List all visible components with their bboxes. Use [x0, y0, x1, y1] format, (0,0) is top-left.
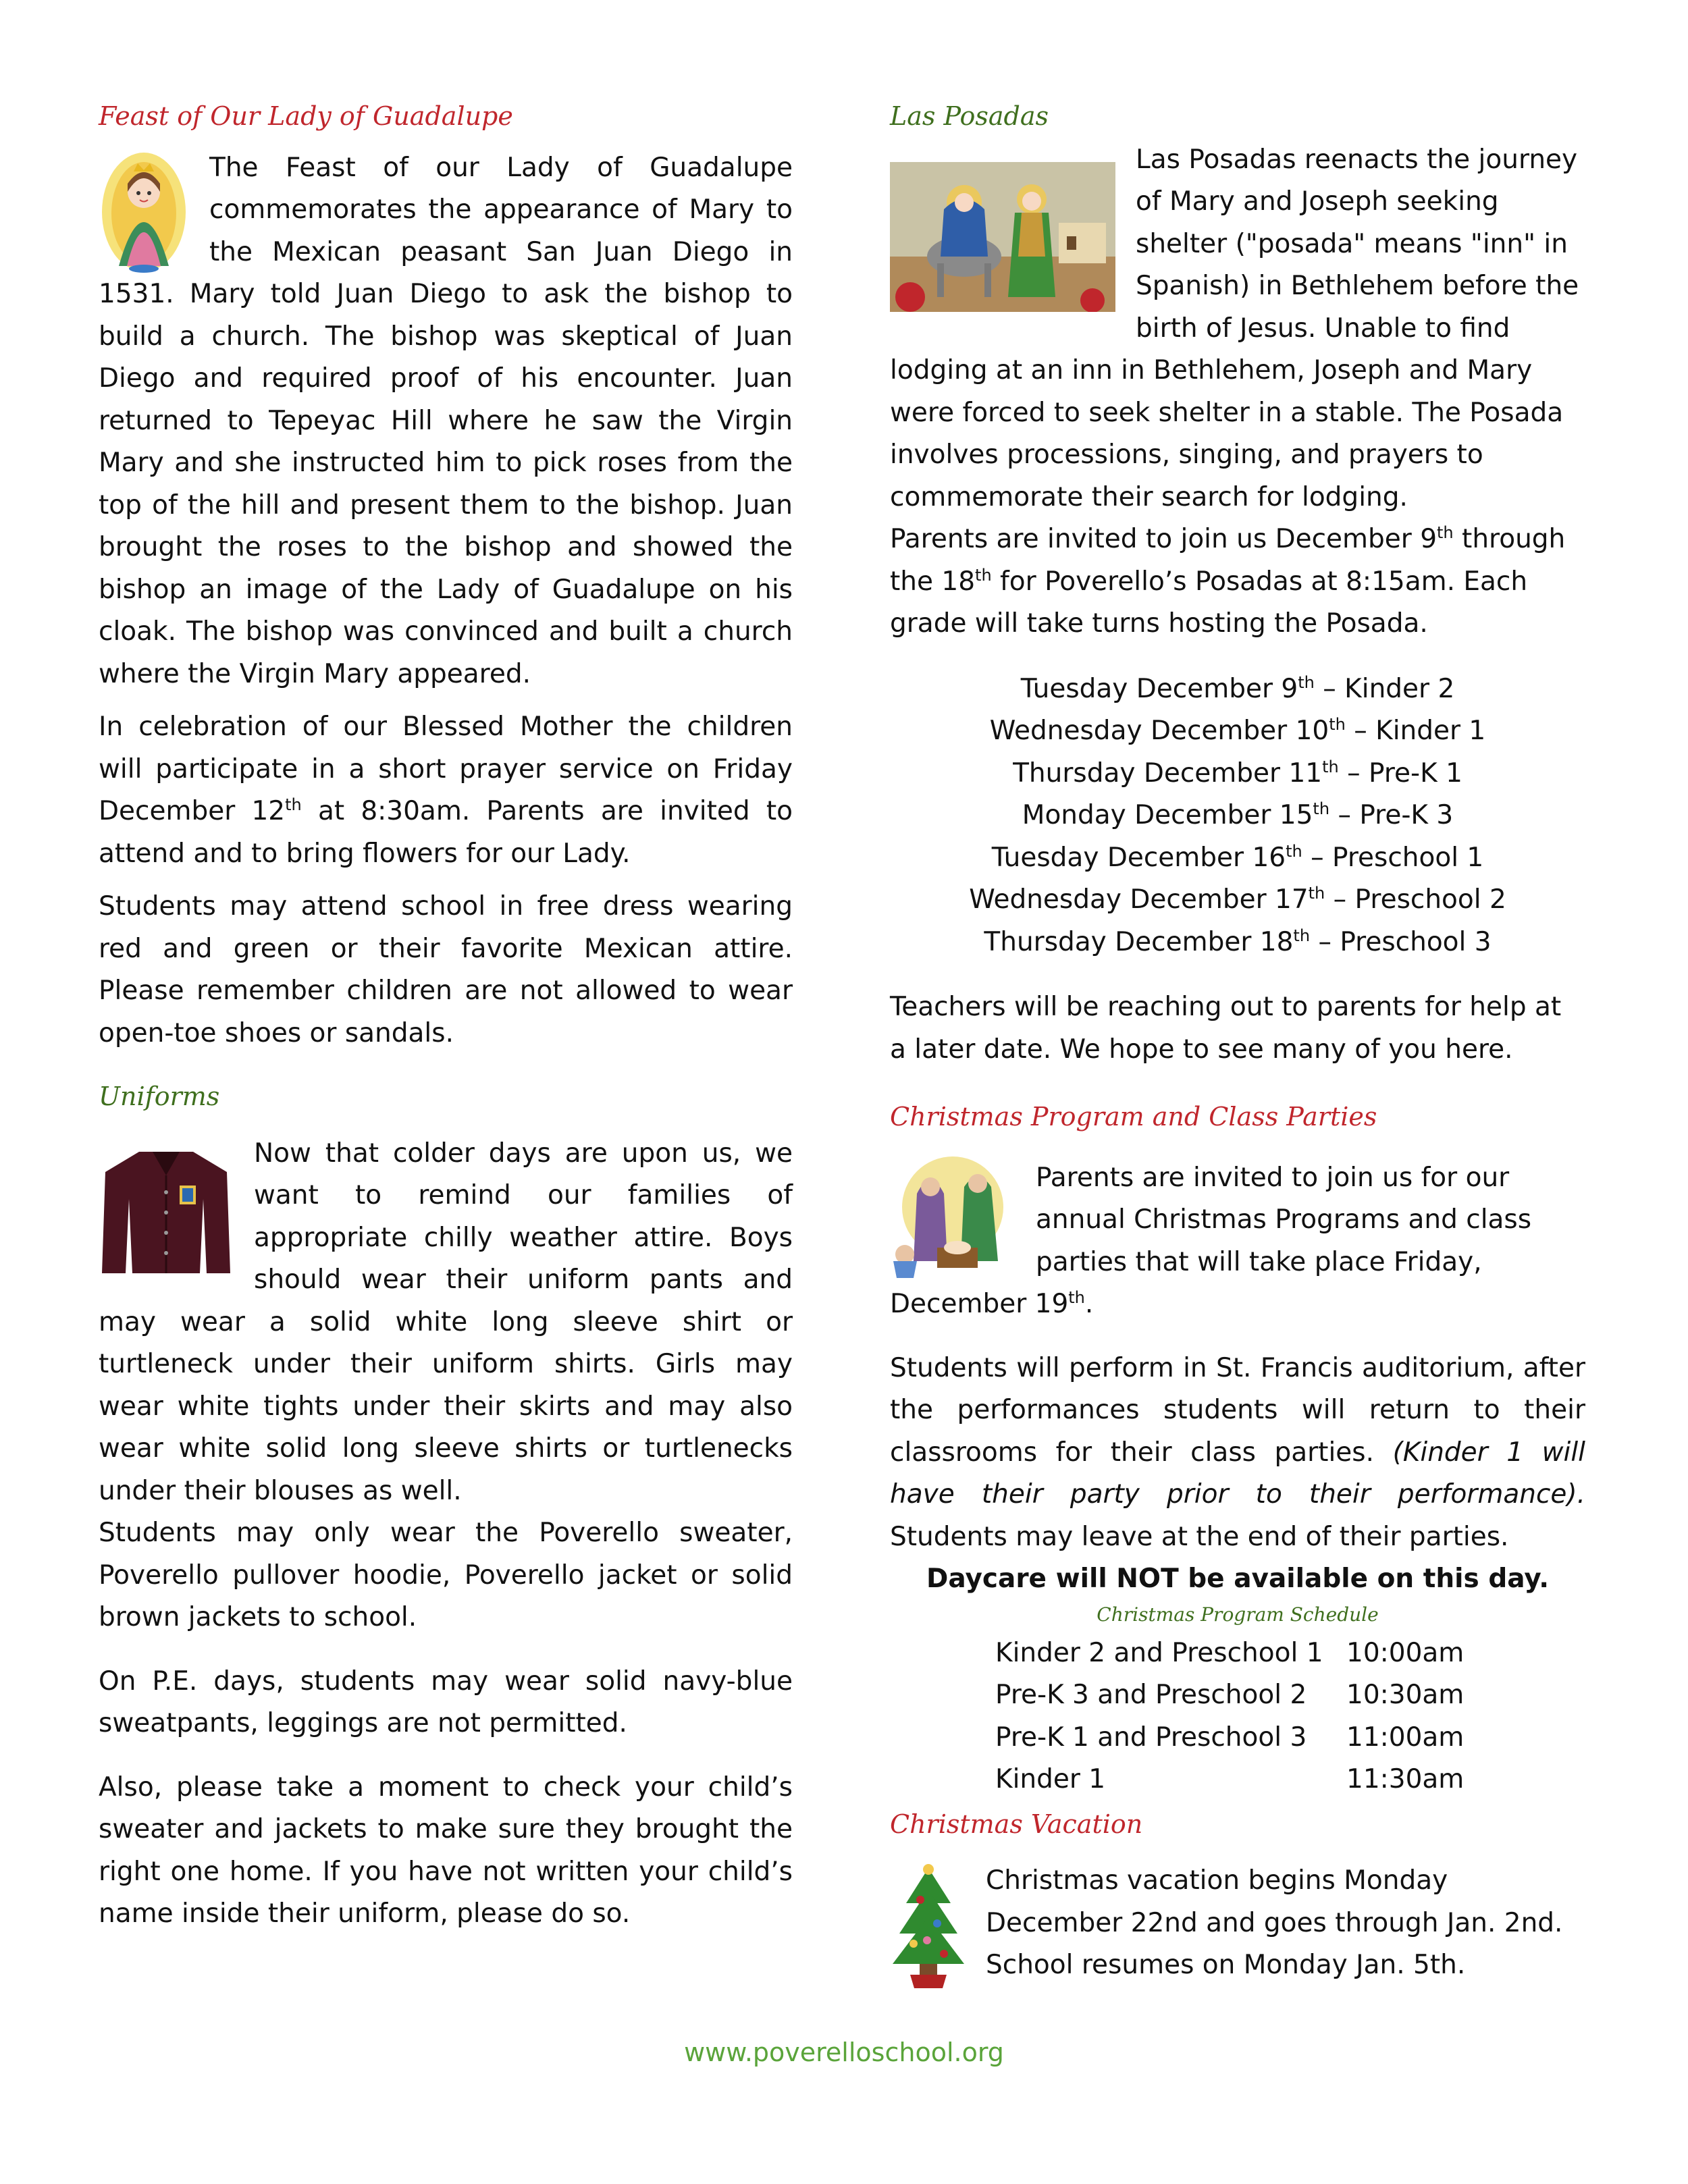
posadas-day-sup: th — [1313, 799, 1330, 819]
posadas-grade: – Kinder 2 — [1314, 673, 1455, 704]
program-paragraph-2 — [890, 1348, 1585, 1559]
program-schedule-row — [890, 1759, 1585, 1801]
guadalupe-paragraph-3: Students may attend school in free dress wearing red and green or their favorite Mexican attire. Please remember children are not allowed to wear open-toe shoes or sandals. — [99, 891, 793, 1048]
footer-url[interactable]: www.poverelloschool.org — [684, 2037, 1004, 2067]
guadalupe-heading: Feast of Our Lady of Guadalupe — [99, 101, 513, 131]
guadalupe-p2-text: In celebration of our Blessed Mother the children will participate in a short prayer service on Friday December 12 — [99, 712, 793, 827]
program-p2-text-end: Students may leave at the end of their parties. — [890, 1521, 1509, 1552]
posadas-schedule-row — [890, 753, 1585, 795]
program-group: Kinder 2 and Preschool 1 — [995, 1637, 1323, 1668]
program-schedule-row — [890, 1632, 1585, 1675]
posadas-schedule-row — [890, 795, 1585, 837]
posadas-day: Thursday December 18 — [984, 926, 1294, 957]
posadas-paragraph-1: Las Posadas reenacts the journey of Mary and Joseph seeking shelter ("posada" means "inn" in Spanish) in Bethlehem before the birth of Jesus. Unable to find lodging at an inn in Bethlehem, Joseph and Mary were forced to seek shelter in a stable. The Posada involves processions, singing, and prayers to commemorate their search for lodging. — [890, 144, 1579, 512]
program-schedule-row — [890, 1717, 1585, 1759]
program-schedule-row — [890, 1674, 1585, 1717]
posadas-p2-text-end: for Poverello’s Posadas at 8:15am. Each grade will take turns hosting the Posada. — [890, 566, 1528, 639]
right-column — [890, 101, 1585, 1998]
posadas-day-sup: th — [1298, 672, 1315, 692]
posadas-illustration — [890, 162, 1115, 312]
posadas-grade: – Kinder 1 — [1345, 716, 1486, 747]
posadas-day-sup: th — [1286, 841, 1302, 861]
posadas-schedule — [890, 668, 1585, 964]
posadas-day: Tuesday December 16 — [991, 842, 1286, 873]
program-p2-italic: (Kinder 1 will have their party prior to their performance). — [890, 1437, 1585, 1510]
program-p1-sup: th — [1068, 1288, 1085, 1308]
posadas-day-sup: th — [1329, 715, 1346, 735]
program-time: 11:30am — [1346, 1764, 1465, 1795]
posadas-grade: – Preschool 2 — [1325, 884, 1506, 915]
program-p2-text: Students will perform in St. Francis auditorium, after the performances students will return to their classrooms for their class parties. — [890, 1352, 1585, 1468]
posadas-p2-text-mid: through the 18 — [890, 524, 1566, 597]
posadas-day-sup: th — [1293, 926, 1311, 945]
posadas-schedule-row — [890, 837, 1585, 880]
posadas-grade: – Preschool 3 — [1310, 926, 1492, 957]
posadas-paragraph-2 — [890, 518, 1585, 645]
program-group: Pre-K 3 and Preschool 2 — [995, 1680, 1307, 1711]
posadas-grade: – Pre-K 1 — [1338, 757, 1462, 789]
posadas-day: Tuesday December 9 — [1020, 673, 1298, 704]
program-p1-text: Parents are invited to join us for our annual Christmas Programs and class parties that will take place Friday, December 19 — [890, 1162, 1532, 1320]
posadas-schedule-row — [890, 879, 1585, 922]
program-time: 10:30am — [1346, 1680, 1465, 1711]
posadas-day: Wednesday December 10 — [989, 716, 1329, 747]
uniforms-heading: Uniforms — [99, 1082, 220, 1112]
posadas-day-sup: th — [1308, 884, 1325, 903]
posadas-day: Monday December 15 — [1022, 800, 1313, 831]
program-group: Kinder 1 — [995, 1764, 1106, 1795]
posadas-grade: – Pre-K 3 — [1329, 800, 1454, 831]
program-time: 11:00am — [1346, 1722, 1465, 1753]
uniforms-paragraph-2: Students may only wear the Poverello sweater, Poverello pullover hoodie, Poverello jacket or solid brown jackets to school. — [99, 1518, 793, 1633]
vacation-text: Christmas vacation begins Monday December 22nd and goes through Jan. 2nd. School resumes on Monday Jan. 5th. — [986, 1865, 1563, 1981]
program-p1-text-end: . — [1084, 1289, 1094, 1320]
posadas-day-sup: th — [1322, 757, 1339, 776]
program-time: 10:00am — [1346, 1637, 1465, 1668]
left-column — [99, 101, 793, 1946]
program-schedule — [890, 1632, 1585, 1801]
program-group: Pre-K 1 and Preschool 3 — [995, 1722, 1307, 1753]
guadalupe-illustration — [99, 151, 189, 273]
posadas-grade: – Preschool 1 — [1302, 842, 1484, 873]
posadas-day: Thursday December 11 — [1013, 757, 1323, 789]
guadalupe-p2-sup: th — [285, 795, 302, 815]
posadas-schedule-row — [890, 710, 1585, 753]
christmas-tree-icon — [890, 1863, 967, 1991]
posadas-p2-sup-1: th — [1437, 523, 1454, 543]
posadas-p2-text: Parents are invited to join us December 9 — [890, 524, 1438, 555]
posadas-heading: Las Posadas — [890, 101, 1049, 131]
guadalupe-paragraph-2 — [99, 706, 793, 875]
sweater-illustration — [99, 1145, 234, 1280]
guadalupe-paragraph-1: The Feast of our Lady of Guadalupe commemorates the appearance of Mary to the Mexican peasant San Juan Diego in 1531. Mary told Juan Diego to ask the bishop to build a church. The bishop was skeptical of Juan Diego and required proof of his encounter. Juan returned to Tepeyac Hill where he saw the Virgin Mary and she instructed him to pick roses from the top of the hill and present them to the bishop. Juan brought the roses to the bishop and showed the bishop an image of the Lady of Guadalupe on his cloak. The bishop was convinced and built a church where the Virgin Mary appeared. — [99, 152, 793, 689]
posadas-day: Wednesday December 17 — [969, 884, 1309, 915]
uniforms-paragraph-4: Also, please take a moment to check your child’s sweater and jackets to make sure they brought the right one home. If you have not written your child’s name inside their uniform, please do so. — [99, 1772, 793, 1929]
guadalupe-p2-text-end: at 8:30am. Parents are invited to attend and to bring flowers for our Lady. — [99, 796, 793, 869]
posadas-paragraph-3: Teachers will be reaching out to parents for help at a later date. We hope to see many of you here. — [890, 992, 1562, 1065]
posadas-schedule-row — [890, 668, 1585, 711]
vacation-heading: Christmas Vacation — [890, 1809, 1143, 1839]
posadas-schedule-row — [890, 922, 1585, 964]
posadas-p2-sup-2: th — [975, 565, 992, 585]
uniforms-paragraph-1: Now that colder days are upon us, we want to remind our families of appropriate chilly weather attire. Boys should wear their uniform pants and may wear a solid white long sleeve shirt or turtleneck under their uniform shirts. Girls may wear white tights under their skirts and may also wear white solid long sleeve shirts or turtlenecks under their blouses as well. — [99, 1138, 793, 1506]
program-heading: Christmas Program and Class Parties — [890, 1102, 1377, 1132]
nativity-illustration — [890, 1153, 1016, 1281]
uniforms-paragraph-3: On P.E. days, students may wear solid navy-blue sweatpants, leggings are not permitted. — [99, 1666, 793, 1739]
daycare-notice: Daycare will NOT be available on this day. — [926, 1564, 1550, 1595]
program-schedule-title: Christmas Program Schedule — [1097, 1603, 1379, 1626]
